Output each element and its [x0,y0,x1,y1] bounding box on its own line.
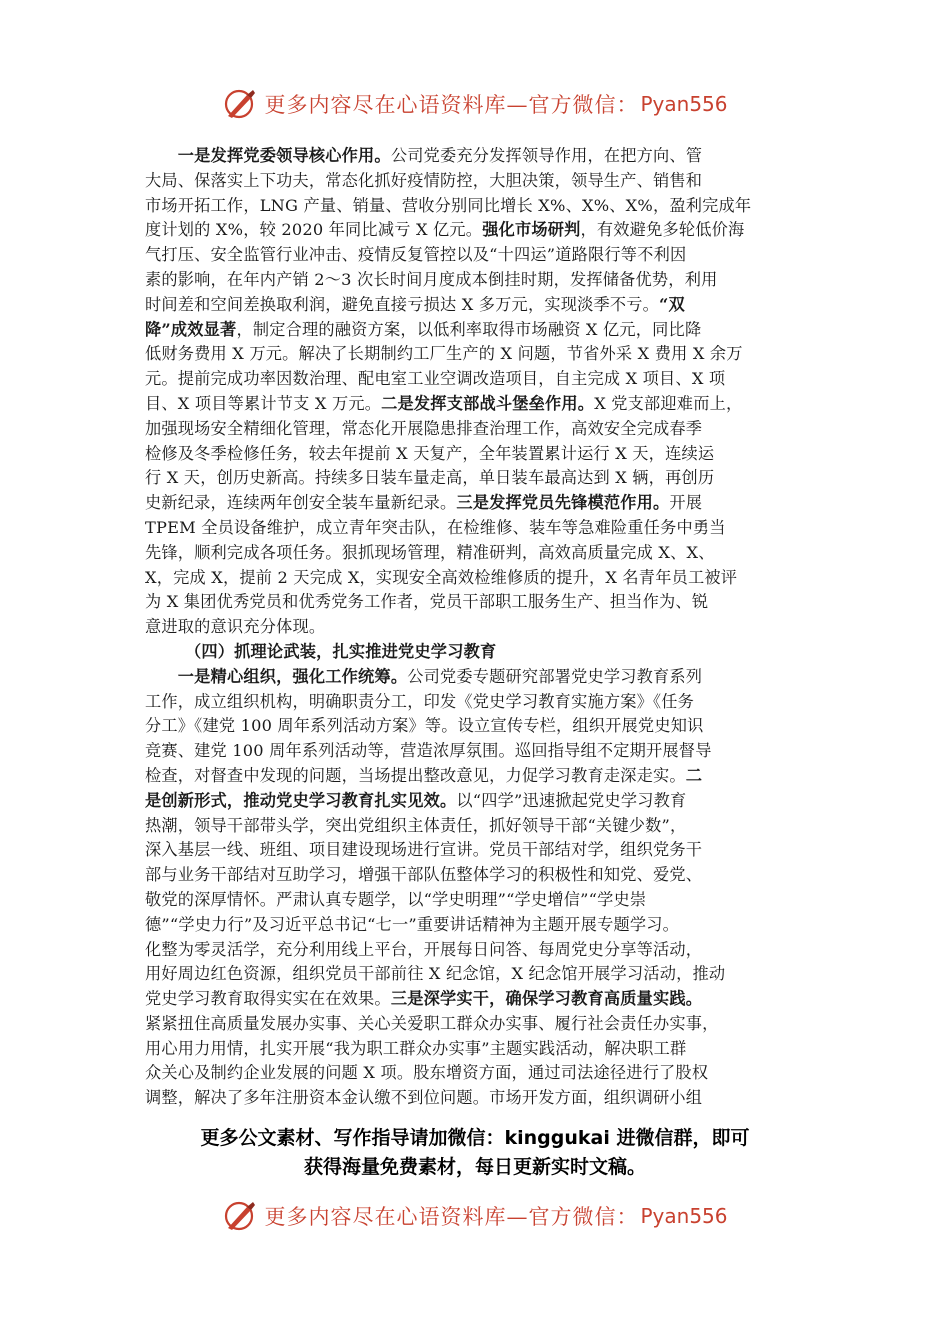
promo-notice [0,1124,950,1182]
text-run: 检修及冬季检修任务，较去年提前 X 天复产，全年装置累计运行 X 天，连续运 [145,443,715,463]
bold-phrase: 一是精心组织，强化工作统筹。 [177,666,408,686]
text-line [145,962,815,987]
text-run: 工作，成立组织机构，明确职责分工，印发《党史学习教育实施方案》《任务 [145,691,695,711]
text-line [145,392,815,417]
text-run: 部与业务干部结对互助学习，增强干部队伍整体学习的积极性和知党、爱党、 [145,865,703,885]
text-line [145,1037,815,1062]
pen-logo-icon [222,1198,258,1234]
text-line [145,913,815,938]
text-line [145,838,815,863]
text-line [145,714,815,739]
text-run: 加强现场安全精细化管理，常态化开展隐患排查治理工作，高效安全完成春季 [145,418,703,438]
header-banner [0,84,950,124]
text-run: 热潮，领导干部带头学，突出党组织主体责任，抓好领导干部“关键少数”， [145,815,687,835]
text-run: 竞赛、建党 100 周年系列活动等，营造浓厚氛围。巡回指导组不定期开展督导 [145,741,712,761]
text-line [145,342,815,367]
text-line [145,690,815,715]
banner-wechat-id: Pyan556 [640,92,728,116]
text-run: 敬党的深厚情怀。严肃认真专题学，以“学史明理”“学史增信”“学史崇 [145,889,647,909]
text-line [145,814,815,839]
text-run: 史新纪录，连续两年创安全装车量新纪录。 [145,493,457,513]
text-line [145,516,815,541]
text-run: 用心用力用情，扎实开展“我为职工群众办实事”主题实践活动，解决职工群 [145,1038,687,1058]
text-line [145,243,815,268]
text-line [145,789,815,814]
footer-banner [0,1196,950,1236]
text-run [145,667,178,686]
text-line [145,888,815,913]
bold-phrase: 降”成效显著 [145,319,237,339]
text-line [145,1086,815,1111]
text-run: 检查，对督查中发现的问题，当场提出整改意见，力促学习教育走深走实。 [145,765,686,785]
text-run: 分工》《建党 100 周年系列活动方案》等。设立宣传专栏，组织开展党史知识 [145,716,704,736]
text-run [145,146,178,165]
text-run: 众关心及制约企业发展的问题 X 项。股东增资方面，通过司法途径进行了股权 [145,1063,709,1083]
bold-phrase: 二是发挥支部战斗堡垒作用。 [381,393,595,413]
text-run: 气打压、安全监管行业冲击、疫情反复管控以及“十四运”道路限行等不利因 [145,245,687,265]
text-line [145,367,815,392]
promo-line-2: 获得海量免费素材，每日更新实时文稿。 [303,1156,646,1178]
text-line [145,268,815,293]
text-line [145,1061,815,1086]
bold-phrase: 是创新形式，推动党史学习教育扎实见效。 [145,790,457,810]
text-run: 先锋，顺利完成各项任务。狠抓现场管理，精准研判，高效高质量完成 X、X、 [145,542,715,562]
text-run: ，制定合理的融资方案，以低利率取得市场融资 X 亿元，同比降 [236,319,702,339]
text-run: 开展 [669,493,703,513]
pen-logo-icon [222,86,258,122]
bold-phrase: 一是发挥党委领导核心作用。 [177,146,391,165]
banner-wechat-id: Pyan556 [640,1204,728,1228]
bold-phrase: 三是发挥党员先锋模范作用。 [456,493,670,513]
text-run: X，完成 X，提前 2 天完成 X，实现安全高效检维修质的提升，X 名青年员工被评 [145,567,738,587]
text-line [145,1012,815,1037]
bold-phrase: “双 [659,294,685,314]
text-run: 市场开拓工作，LNG 产量、销量、营收分别同比增长 X%、X%、X%，盈利完成年 [145,195,752,215]
text-line [145,442,815,467]
text-run: ，有效避免多轮低价海 [580,220,745,240]
text-line [145,566,815,591]
text-run: 紧紧扭住高质量发展办实事、关心关爱职工群众办实事、履行社会责任办实事， [145,1013,719,1033]
text-line [145,293,815,318]
promo-line-1: 更多公文素材、写作指导请加微信：kinggukai 进微信群，即可 [200,1127,750,1149]
text-line [145,665,815,690]
text-line [145,194,815,219]
text-line [145,218,815,243]
text-line [145,863,815,888]
text-line [145,169,815,194]
text-run: 用好周边红色资源，组织党员干部前往 X 纪念馆，X 纪念馆开展学习活动，推动 [145,964,726,984]
text-run: 化整为零灵活学，充分利用线上平台，开展每日问答、每周党史分享等活动， [145,939,703,959]
text-line [145,987,815,1012]
text-line [145,491,815,516]
text-line [145,466,815,491]
text-run: 公司党委专题研究部署党史学习教育系列 [407,666,703,686]
text-run: 时间差和空间差换取利润，避免直接亏损达 X 多万元，实现淡季不亏。 [145,294,660,314]
text-run: 公司党委充分发挥领导作用，在把方向、管 [390,146,703,165]
text-line [145,541,815,566]
text-run: 意进取的意识充分体现。 [145,617,326,637]
text-run: 以“四学”迅速掀起党史学习教育 [456,790,687,810]
text-line [145,938,815,963]
text-line [145,615,815,640]
bold-phrase: 二 [685,765,703,785]
banner-text: 更多内容尽在心语资料库—官方微信： [264,1205,639,1229]
text-line [145,417,815,442]
text-run: 元。提前完成功率因数治理、配电室工业空调改造项目，自主完成 X 项目、X 项 [145,369,726,389]
text-run: 大局、保落实上下功夫，常态化抓好疫情防控，大胆决策，领导生产、销售和 [145,170,703,190]
text-run: 党史学习教育取得实实在在效果。 [145,989,391,1009]
text-line [145,764,815,789]
text-run: 度计划的 X%，较 2020 年同比减亏 X 亿元。 [145,220,483,240]
text-line [145,318,815,343]
text-run: 德”“学史力行”及习近平总书记“七一”重要讲话精神为主题开展专题学习。 [145,914,680,934]
text-run: 素的影响，在年内产销 2～3 次长时间月度成本倒挂时期，发挥储备优势，利用 [145,269,718,289]
bold-phrase: （四）抓理论武装，扎实推进党史学习教育 [185,641,497,661]
bold-phrase: 三是深学实干，确保学习教育高质量实践。 [390,989,703,1009]
text-run: 低财务费用 X 万元。解决了长期制约工厂生产的 X 问题，节省外采 X 费用 X 余万 [145,344,743,364]
text-run: 深入基层一线、班组、项目建设现场进行宣讲。党员干部结对学，组织党务干 [145,840,703,860]
text-line [145,144,815,169]
banner-text: 更多内容尽在心语资料库—官方微信： [264,93,639,117]
text-run: 目、X 项目等累计节支 X 万元。 [145,393,382,413]
text-run: 行 X 天，创历史新高。持续多日装车量走高，单日装车最高达到 X 辆，再创历 [145,468,715,488]
text-line [145,739,815,764]
text-run: X 党支部迎难而上， [594,393,743,413]
bold-phrase: 强化市场研判 [482,220,581,240]
body-text [145,144,815,1111]
text-run: 为 X 集团优秀党员和优秀党务工作者，党员干部职工服务生产、担当作为、锐 [145,592,709,612]
text-run: 调整，解决了多年注册资本金认缴不到位问题。市场开发方面，组织调研小组 [145,1088,703,1108]
section-heading [145,640,815,665]
text-run: TPEM 全员设备维护，成立青年突击队，在检维修、装车等急难险重任务中勇当 [145,517,726,537]
text-line [145,590,815,615]
